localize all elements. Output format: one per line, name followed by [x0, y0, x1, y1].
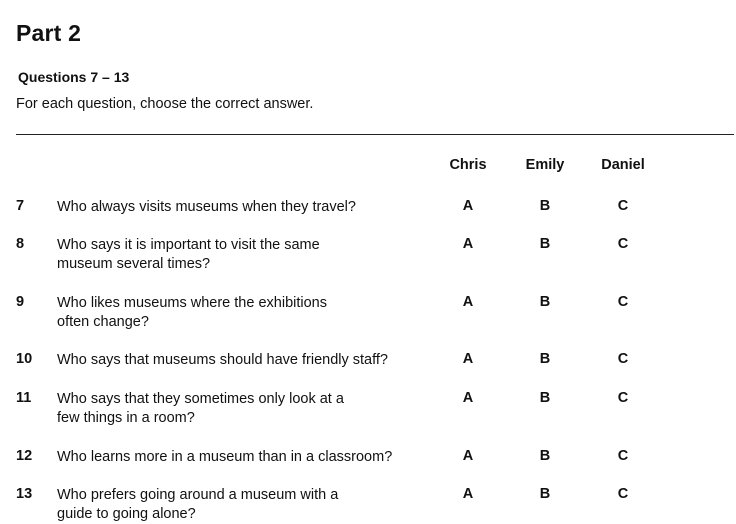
column-header-emily: Emily — [525, 157, 565, 173]
question-text — [57, 390, 417, 428]
question-text-line: often change? — [57, 314, 149, 330]
question-text-line: Who learns more in a museum than in a classroom? — [57, 449, 393, 465]
question-number: 10 — [16, 351, 33, 367]
answer-option-chris[interactable]: A — [462, 351, 474, 367]
column-header-daniel: Daniel — [601, 157, 645, 173]
answer-option-daniel[interactable]: C — [617, 198, 629, 214]
answer-option-emily[interactable]: B — [539, 236, 551, 252]
answer-option-emily[interactable]: B — [539, 198, 551, 214]
answer-option-chris[interactable]: A — [462, 236, 474, 252]
question-text — [57, 294, 417, 332]
question-text — [57, 351, 417, 370]
question-number: 8 — [16, 236, 25, 252]
question-text-line: Who says that they sometimes only look at a — [57, 391, 344, 407]
question-text-line: Who says that museums should have friendly staff? — [57, 352, 388, 368]
column-header-chris: Chris — [449, 157, 487, 173]
question-text-line: Who always visits museums when they travel? — [57, 199, 356, 215]
answer-option-daniel[interactable]: C — [617, 448, 629, 464]
questions-range-heading: Questions 7 – 13 — [18, 69, 130, 85]
divider-line — [16, 134, 734, 135]
answer-option-emily[interactable]: B — [539, 448, 551, 464]
question-text-line: guide to going alone? — [57, 506, 196, 522]
question-text — [57, 198, 417, 217]
answer-option-emily[interactable]: B — [539, 390, 551, 406]
answer-option-daniel[interactable]: C — [617, 236, 629, 252]
answer-option-chris[interactable]: A — [462, 198, 474, 214]
answer-option-chris[interactable]: A — [462, 448, 474, 464]
question-number: 7 — [16, 198, 25, 214]
question-text-line: Who likes museums where the exhibitions — [57, 295, 327, 311]
answer-option-daniel[interactable]: C — [617, 351, 629, 367]
answer-option-daniel[interactable]: C — [617, 390, 629, 406]
question-number: 9 — [16, 294, 25, 310]
answer-option-daniel[interactable]: C — [617, 294, 629, 310]
answer-option-emily[interactable]: B — [539, 351, 551, 367]
question-text-line: Who says it is important to visit the same — [57, 237, 320, 253]
answer-option-emily[interactable]: B — [539, 486, 551, 502]
page-title: Part 2 — [16, 20, 82, 46]
answer-option-chris[interactable]: A — [462, 486, 474, 502]
question-text — [57, 486, 417, 524]
question-text — [57, 448, 417, 467]
question-text — [57, 236, 417, 274]
question-text-line: museum several times? — [57, 256, 211, 272]
question-number: 13 — [16, 486, 33, 502]
question-number: 11 — [16, 390, 32, 406]
answer-option-chris[interactable]: A — [462, 294, 474, 310]
instructions-text: For each question, choose the correct answer. — [16, 96, 314, 112]
question-text-line: Who prefers going around a museum with a — [57, 487, 339, 503]
answer-option-emily[interactable]: B — [539, 294, 551, 310]
question-text-line: few things in a room? — [57, 410, 195, 426]
question-number: 12 — [16, 448, 33, 464]
answer-option-chris[interactable]: A — [462, 390, 474, 406]
answer-option-daniel[interactable]: C — [617, 486, 629, 502]
